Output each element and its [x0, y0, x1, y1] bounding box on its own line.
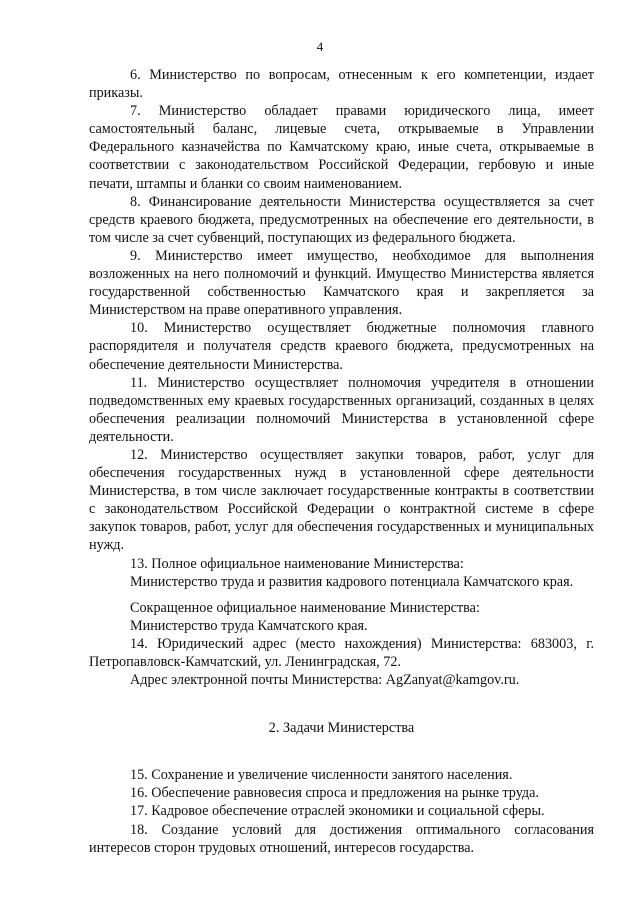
task-16: 16. Обеспечение равновесия спроса и предложения на рынке труда.: [130, 785, 539, 802]
page-number: 4: [316, 39, 324, 54]
short-name-label: Сокращенное официальное наименование Министерства:: [130, 599, 480, 616]
paragraph-9: 9. Министерство имеет имущество, необходимое для выполнения возложенных на него полномочий и функций. Имущество Министерства является государственной собственностью Камчатского края и закрепляется за Министерством на праве оперативного управления.: [89, 247, 594, 319]
paragraph-12: 12. Министерство осуществляет закупки товаров, работ, услуг для обеспечения государственных нужд в установленной сфере деятельности Министерства, в том числе заключает государственные контракты в соответствии с законодательством Российской Федерации о контрактной системе в сфере закупок товаров, работ, услуг для обеспечения государственных и муниципальных нужд.: [89, 446, 594, 554]
paragraph-7: 7. Министерство обладает правами юридического лица, имеет самостоятельный баланс, лицевые счета, открываемые в Управлении Федерального казначейства по Камчатскому краю, иные счета, открываемые в соответствии с законодательством Российской Федерации, гербовую и иные печати, штампы и бланки со своим наименованием.: [89, 103, 594, 192]
paragraph-10: 10. Министерство осуществляет бюджетные полномочия главного распорядителя и получателя средств краевого бюджета, предусмотренных на обеспечение деятельности Министерства.: [89, 320, 594, 373]
paragraph-8: 8. Финансирование деятельности Министерства осуществляется за счет средств краевого бюджета, предусмотренных на обеспечение его деятельности, в том числе за счет субвенций, поступающих из федерального бюджета.: [89, 193, 594, 246]
short-name-value: Министерство труда Камчатского края.: [130, 617, 368, 634]
task-18: 18. Создание условий для достижения оптимального согласования интересов сторон трудовых отношений, интересов государства.: [89, 821, 594, 856]
task-15: 15. Сохранение и увеличение численности занятого населения.: [130, 767, 513, 784]
paragraph-11: 11. Министерство осуществляет полномочия учредителя в отношении подведомственных ему краевых государственных организаций, созданных в целях обеспечения реализации полномочий Министерства в установленной сфере деятельности.: [89, 374, 594, 445]
section-heading: 2. Задачи Министерства: [268, 720, 415, 737]
full-name-value: Министерство труда и развития кадрового потенциала Камчатского края.: [130, 573, 574, 590]
paragraph-6: 6. Министерство по вопросам, отнесенным к его компетенции, издает приказы.: [89, 67, 594, 102]
email-paragraph: Адрес электронной почты Министерства: AgZanyat@kamgov.ru.: [130, 672, 520, 689]
task-17: 17. Кадровое обеспечение отраслей экономики и социальной сферы.: [130, 803, 545, 820]
paragraph-14: 14. Юридический адрес (место нахождения) Министерства: 683003, г. Петропавловск-Камчатский, ул. Ленинградская, 72.: [89, 635, 594, 670]
document-body: [89, 66, 594, 857]
paragraph-13: 13. Полное официальное наименование Министерства:: [130, 555, 464, 572]
